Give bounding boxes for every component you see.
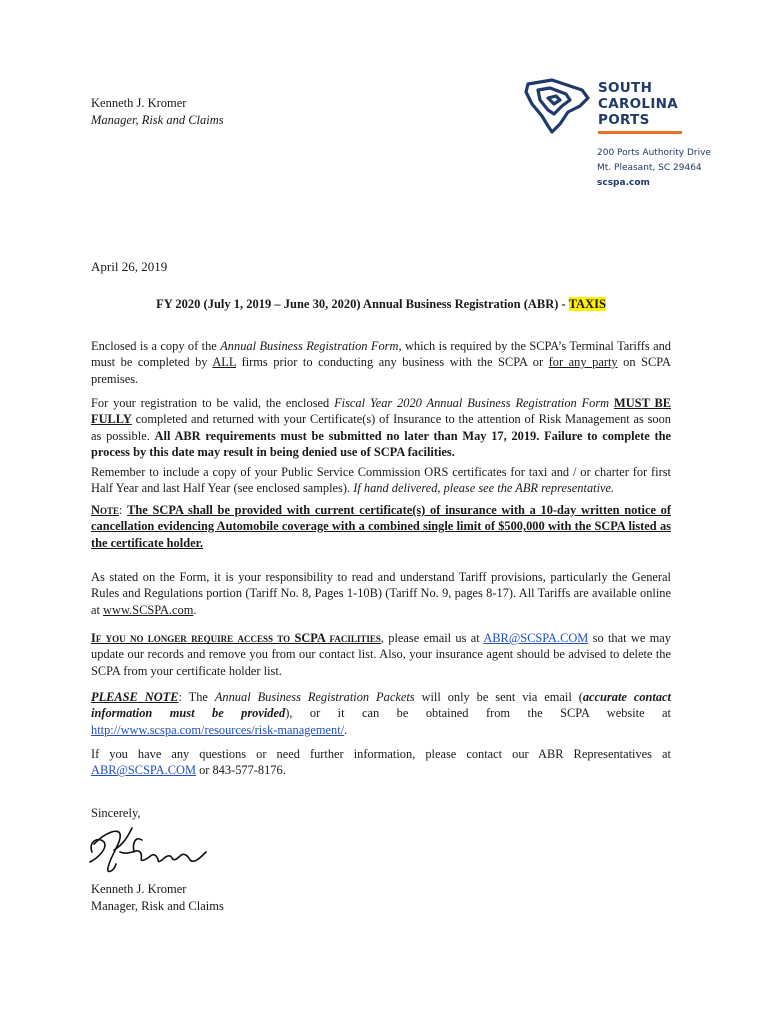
address-block: [597, 146, 711, 191]
p7-accurate-contact: accurate contact information must be provided: [91, 690, 671, 721]
paragraph-please-note: [91, 689, 671, 738]
address-street: 200 Ports Authority Drive: [597, 148, 711, 158]
logo-line-3: PORTS: [598, 112, 650, 128]
p7-text-d: .: [344, 722, 348, 737]
p1-any-party: for any party: [548, 355, 618, 370]
p2-text-a: For your registration to be valid, the enclosed: [91, 396, 335, 410]
palmetto-moon-icon: [522, 76, 594, 136]
address-website: scspa.com: [597, 178, 650, 188]
sender-title: Manager, Risk and Claims: [91, 113, 224, 127]
address-city: Mt. Pleasant, SC 29464: [597, 163, 702, 173]
subject-highlight: TAXIS: [568, 297, 606, 311]
p2-deadline: All ABR requirements must be submitted no later than May 17, 2019. Failure to complete the process by this date may result in being denied use of SCPA facilities.: [91, 428, 671, 459]
p2-must-be-fully: MUST BE FULLY: [91, 396, 672, 427]
closing: Sincerely,: [91, 806, 141, 820]
p2-text-b: completed and returned with your Certificate(s) of Insurance to the attention of Risk Management as soon as possible.: [91, 412, 671, 443]
p7-packets: Annual Business Registration Packets: [214, 690, 415, 704]
p8-text-a: If you have any questions or need further information, please contact our ABR Representatives at: [91, 747, 671, 761]
p2-form-name: Fiscal Year 2020 Annual Business Registration Form: [334, 396, 610, 410]
p6-lead: If you no longer require access to SCPA facilities: [91, 631, 381, 645]
p1-text-c: firms prior to conducting any business with the SCPA or: [236, 355, 549, 370]
letter-date: April 26, 2019: [91, 259, 168, 274]
p1-all: ALL: [212, 355, 236, 370]
sender-block: [91, 95, 224, 129]
paragraph-psc-certificates: [91, 464, 671, 497]
paragraph-enclosed-form: [91, 338, 671, 387]
signer-title: Manager, Risk and Claims: [91, 898, 224, 913]
p4-note-label: Note: [91, 503, 119, 517]
signer-name: Kenneth J. Kromer: [91, 882, 187, 896]
paragraph-tariffs: [91, 569, 671, 618]
paragraph-registration-valid: [91, 395, 671, 460]
subject-line: [91, 297, 671, 312]
paragraph-contact: [91, 746, 671, 779]
p4-colon: :: [118, 503, 128, 517]
scpa-logo: [522, 76, 687, 136]
subject-text: FY 2020 (July 1, 2019 – June 30, 2020) Annual Business Registration (ABR) -: [156, 297, 566, 311]
p7-text-a: The: [188, 690, 215, 704]
scspa-website-link[interactable]: www.SCSPA.com: [103, 602, 194, 617]
signer-block: [91, 881, 224, 914]
p6-text-b: so that we may update our records and remove you from our contact list. Also, your insurance agent should be advised to delete the SCPA from your certificate holder list.: [91, 631, 671, 678]
p7-text-b: will only be sent via email (: [414, 690, 583, 704]
logo-accent-bar: [598, 131, 682, 134]
p5-text-b: .: [193, 602, 197, 617]
contact-email-link[interactable]: ABR@SCSPA.COM: [91, 763, 196, 778]
p7-colon: :: [178, 690, 189, 704]
p4-insurance-requirement: The SCPA shall be provided with current certificate(s) of insurance with a 10-day written notice of cancellation evidencing Automobile coverage with a combined single limit of $500,000 with the SCPA listed as the certificate holder.: [91, 503, 671, 550]
p1-form-name: Annual Business Registration Form: [220, 339, 399, 353]
logo-wordmark: [598, 80, 678, 128]
paragraph-no-longer-require: [91, 630, 671, 679]
sender-name: Kenneth J. Kromer: [91, 96, 187, 110]
logo-line-2: CAROLINA: [598, 96, 678, 112]
p3-hand-delivered: If hand delivered, please see the ABR representative.: [353, 481, 615, 496]
p5-text-a: As stated on the Form, it is your responsibility to read and understand Tariff provisions, particularly the General Rules and Regulations portion (Tariff No. 8, Pages 1-10B) (Tariff No. 9, pages 8-17). All Tariffs are available online at: [91, 570, 671, 617]
abr-email-link[interactable]: ABR@SCSPA.COM: [483, 631, 589, 645]
p7-please-note-label: PLEASE NOTE: [91, 690, 179, 704]
p8-text-b: or 843-577-8176.: [195, 763, 286, 778]
p1-text-b: , which is required by the SCPA’s Terminal Tariffs and must be completed by: [91, 339, 671, 370]
logo-line-1: SOUTH: [598, 80, 653, 96]
p3-text-a: Remember to include a copy of your Public Service Commission ORS certificates for taxi and / or charter for first Half Year and last Half Year (see enclosed samples).: [91, 465, 671, 496]
p7-text-c: ), or it can be obtained from the SCPA website at: [285, 706, 671, 721]
paragraph-note-insurance: [91, 502, 671, 551]
p1-text-a: Enclosed is a copy of the: [91, 339, 221, 353]
risk-management-link[interactable]: http://www.scspa.com/resources/risk-management/: [91, 722, 345, 737]
p6-text-a: , please email us at: [380, 631, 484, 645]
handwritten-signature: [84, 822, 214, 877]
p1-text-d: on SCPA premises.: [91, 355, 671, 386]
